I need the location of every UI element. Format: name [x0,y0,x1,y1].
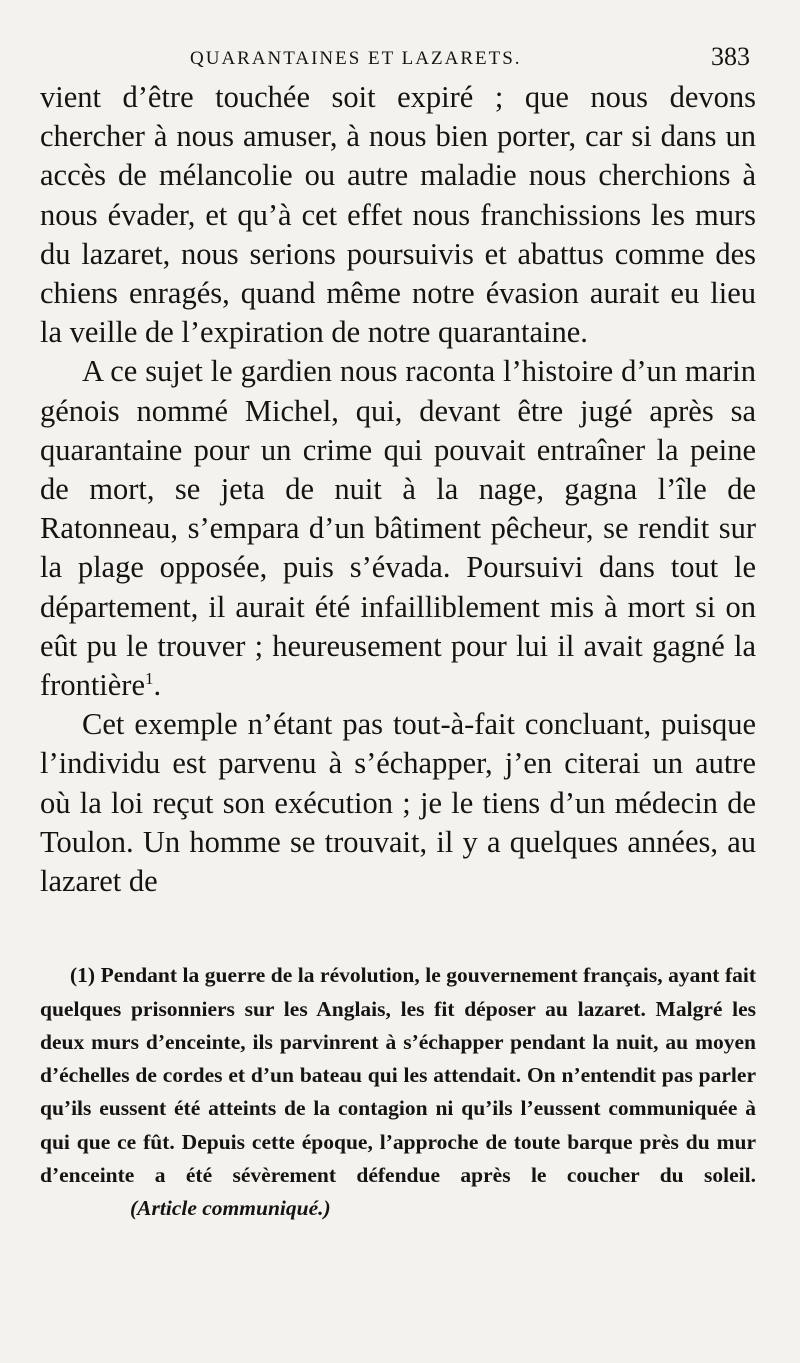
running-head [40,38,756,78]
footnote [40,959,756,1225]
footnote-attribution: (Article communiqué.) [130,1196,331,1221]
running-title: QUARANTAINES ET LAZARETS. [190,48,522,69]
paragraph-2 [40,352,756,705]
footnote-marker: (1) [70,963,96,988]
paragraph-2-end: . [153,668,162,703]
main-text [40,78,756,901]
paragraph-1: vient d’être touchée soit expiré ; que nous devons chercher à nous amuser, à nous bien porter, car si dans un accès de mélancolie ou autre maladie nous cherchions à nous évader, et qu’à cet effet nous franchissions les murs du lazaret, nous serions poursuivis et abattus comme des chiens enragés, quand même notre évasion aurait eu lieu la veille de l’expiration de notre quarantaine. [40,80,756,350]
paragraph-2-text: A ce sujet le gardien nous raconta l’histoire d’un marin génois nommé Michel, qui, devant être jugé après sa quarantaine pour un crime qui pouvait entraîner la peine de mort, se jeta de nuit à la nage, gagna l’île de Ratonneau, s’empara d’un bâtiment pêcheur, se rendit sur la plage opposée, puis s’évada. Poursuivi dans tout le département, il aurait été infailliblement mis à mort si on eût pu le trouver ; heureusement pour lui il avait gagné la frontière [40,354,756,703]
page-number: 383 [711,42,750,71]
footnote-paragraph [40,959,756,1225]
footnote-reference: 1 [145,668,154,688]
paragraph-3: Cet exemple n’étant pas tout-à-fait concluant, puisque l’individu est parvenu à s’échapper, j’en citerai un autre où la loi reçut son exécution ; je le tiens d’un médecin de Toulon. Un homme se trouvait, il y a quelques années, au lazaret de [40,707,756,899]
footnote-text: Pendant la guerre de la révolution, le gouvernement français, ayant fait quelques prisonniers sur les Anglais, les fit déposer au lazaret. Malgré les deux murs d’enceinte, ils parvinrent à s’échapper pendant la nuit, au moyen d’échelles de cordes et d’un bateau qui les attendait. On n’entendit pas parler qu’ils eussent été atteints de la contagion ni qu’ils l’eussent communiquée à qui que ce fût. Depuis cette époque, l’approche de toute barque près du mur d’enceinte a été sévèrement défendue après le coucher du soleil. [40,963,756,1188]
